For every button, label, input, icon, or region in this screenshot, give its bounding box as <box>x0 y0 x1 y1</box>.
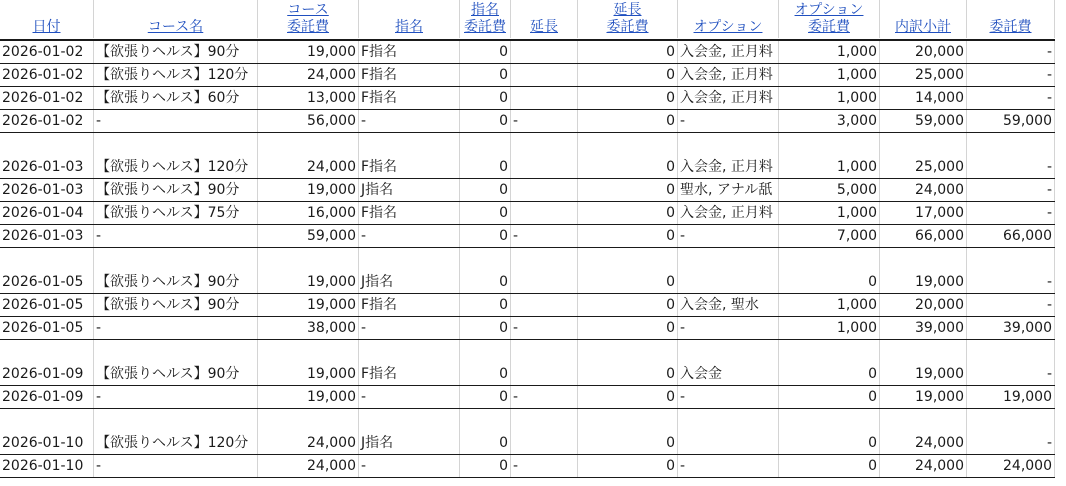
cell-commission[interactable]: - <box>967 294 1055 317</box>
cell-breakdown-subtotal[interactable] <box>880 409 967 432</box>
cell-nomination-fee[interactable]: 0 <box>460 294 511 317</box>
cell-nomination-fee[interactable]: 0 <box>460 455 511 478</box>
cell-course-fee[interactable] <box>258 133 359 156</box>
cell-course-fee[interactable]: 24,000 <box>258 432 359 455</box>
cell-commission[interactable]: 24,000 <box>967 455 1055 478</box>
cell-extension-fee[interactable]: 0 <box>578 271 678 294</box>
row-border <box>0 454 1055 455</box>
cell-extension-fee[interactable] <box>578 133 678 156</box>
cell-extension[interactable] <box>511 271 578 294</box>
cell-extension[interactable] <box>511 248 578 271</box>
cell-nomination[interactable] <box>359 340 460 363</box>
cell-course-fee[interactable] <box>258 248 359 271</box>
cell-nomination-fee[interactable] <box>460 248 511 271</box>
header-extension-fee[interactable]: 延長 委託費 <box>578 0 678 38</box>
cell-option[interactable]: - <box>678 225 779 248</box>
cell-breakdown-subtotal[interactable]: 19,000 <box>880 271 967 294</box>
cell-nomination-fee[interactable]: 0 <box>460 432 511 455</box>
cell-course-name[interactable]: - <box>94 317 258 340</box>
cell-date[interactable]: 2026-01-04 <box>0 202 94 225</box>
cell-option-fee[interactable]: 7,000 <box>779 225 880 248</box>
cell-nomination-fee[interactable]: 0 <box>460 110 511 133</box>
cell-nomination[interactable]: J指名 <box>359 271 460 294</box>
cell-breakdown-subtotal[interactable]: 20,000 <box>880 41 967 64</box>
cell-nomination-fee[interactable]: 0 <box>460 271 511 294</box>
cell-extension-fee[interactable]: 0 <box>578 432 678 455</box>
cell-option[interactable] <box>678 248 779 271</box>
cell-commission[interactable]: - <box>967 363 1055 386</box>
cell-course-name[interactable]: 【欲張りヘルス】90分 <box>94 41 258 64</box>
row-border <box>0 247 1055 248</box>
cell-course-name[interactable]: 【欲張りヘルス】60分 <box>94 87 258 110</box>
cell-date[interactable] <box>0 409 94 432</box>
cell-nomination[interactable]: F指名 <box>359 41 460 64</box>
cell-breakdown-subtotal[interactable]: 24,000 <box>880 455 967 478</box>
cell-course-name[interactable] <box>94 248 258 271</box>
cell-commission[interactable] <box>967 133 1055 156</box>
cell-option-fee[interactable]: 3,000 <box>779 110 880 133</box>
cell-breakdown-subtotal[interactable]: 20,000 <box>880 294 967 317</box>
cell-extension[interactable]: - <box>511 317 578 340</box>
cell-nomination-fee[interactable] <box>460 409 511 432</box>
cell-extension-fee[interactable]: 0 <box>578 179 678 202</box>
cell-date[interactable]: 2026-01-05 <box>0 271 94 294</box>
cell-extension-fee[interactable] <box>578 248 678 271</box>
cell-option-fee[interactable]: 1,000 <box>779 294 880 317</box>
cell-course-name[interactable] <box>94 340 258 363</box>
header-breakdown-subtotal[interactable]: 内訳小計 <box>880 0 967 38</box>
cell-option[interactable]: 入会金, 正月料 <box>678 87 779 110</box>
header-option[interactable]: オプション <box>678 0 779 38</box>
cell-nomination[interactable]: - <box>359 317 460 340</box>
cell-extension[interactable] <box>511 363 578 386</box>
cell-extension-fee[interactable]: 0 <box>578 202 678 225</box>
cell-option[interactable]: - <box>678 110 779 133</box>
cell-date[interactable]: 2026-01-09 <box>0 386 94 409</box>
cell-commission[interactable] <box>967 248 1055 271</box>
cell-course-fee[interactable]: 24,000 <box>258 64 359 87</box>
header-commission[interactable]: 委託費 <box>967 0 1055 38</box>
cell-course-fee[interactable]: 59,000 <box>258 225 359 248</box>
cell-nomination[interactable]: - <box>359 455 460 478</box>
row-border <box>0 201 1055 202</box>
cell-course-fee[interactable]: 19,000 <box>258 386 359 409</box>
cell-commission[interactable]: - <box>967 41 1055 64</box>
cell-date[interactable]: 2026-01-02 <box>0 64 94 87</box>
cell-nomination[interactable]: F指名 <box>359 363 460 386</box>
cell-nomination[interactable]: F指名 <box>359 87 460 110</box>
cell-extension-fee[interactable]: 0 <box>578 156 678 179</box>
cell-option-fee[interactable]: 1,000 <box>779 156 880 179</box>
cell-nomination[interactable]: F指名 <box>359 294 460 317</box>
cell-nomination-fee[interactable]: 0 <box>460 41 511 64</box>
cell-breakdown-subtotal[interactable]: 25,000 <box>880 64 967 87</box>
cell-extension-fee[interactable]: 0 <box>578 87 678 110</box>
cell-course-fee[interactable]: 19,000 <box>258 271 359 294</box>
cell-nomination-fee[interactable]: 0 <box>460 317 511 340</box>
cell-extension-fee[interactable]: 0 <box>578 41 678 64</box>
cell-commission[interactable]: - <box>967 156 1055 179</box>
cell-breakdown-subtotal[interactable] <box>880 133 967 156</box>
cell-breakdown-subtotal[interactable]: 19,000 <box>880 386 967 409</box>
row-border <box>0 408 1055 409</box>
cell-nomination-fee[interactable]: 0 <box>460 156 511 179</box>
cell-extension[interactable] <box>511 409 578 432</box>
cell-course-fee[interactable]: 24,000 <box>258 156 359 179</box>
cell-extension-fee[interactable]: 0 <box>578 455 678 478</box>
row-border <box>0 477 1055 478</box>
cell-date[interactable]: 2026-01-02 <box>0 87 94 110</box>
cell-breakdown-subtotal[interactable]: 19,000 <box>880 363 967 386</box>
cell-nomination-fee[interactable]: 0 <box>460 179 511 202</box>
cell-date[interactable]: 2026-01-09 <box>0 363 94 386</box>
cell-course-name[interactable] <box>94 409 258 432</box>
cell-course-name[interactable]: 【欲張りヘルス】75分 <box>94 202 258 225</box>
cell-extension-fee[interactable]: 0 <box>578 110 678 133</box>
cell-nomination[interactable]: J指名 <box>359 179 460 202</box>
cell-option[interactable]: 入会金, 正月料 <box>678 41 779 64</box>
cell-course-name[interactable]: - <box>94 225 258 248</box>
cell-nomination[interactable]: - <box>359 386 460 409</box>
cell-course-fee[interactable] <box>258 340 359 363</box>
cell-nomination-fee[interactable] <box>460 340 511 363</box>
cell-nomination[interactable] <box>359 248 460 271</box>
cell-commission[interactable]: 59,000 <box>967 110 1055 133</box>
cell-option[interactable] <box>678 340 779 363</box>
cell-course-fee[interactable]: 19,000 <box>258 363 359 386</box>
cell-date[interactable]: 2026-01-10 <box>0 432 94 455</box>
cell-course-name[interactable]: 【欲張りヘルス】120分 <box>94 156 258 179</box>
cell-option-fee[interactable]: 0 <box>779 271 880 294</box>
cell-commission[interactable]: - <box>967 179 1055 202</box>
cell-option[interactable]: 聖水, アナル舐 <box>678 179 779 202</box>
cell-extension[interactable]: - <box>511 386 578 409</box>
cell-option[interactable]: 入会金, 正月料 <box>678 64 779 87</box>
cell-option-fee[interactable] <box>779 340 880 363</box>
cell-commission[interactable]: 39,000 <box>967 317 1055 340</box>
cell-course-name[interactable]: - <box>94 386 258 409</box>
cell-commission[interactable]: - <box>967 432 1055 455</box>
cell-breakdown-subtotal[interactable]: 59,000 <box>880 110 967 133</box>
cell-breakdown-subtotal[interactable] <box>880 248 967 271</box>
cell-extension-fee[interactable]: 0 <box>578 294 678 317</box>
cell-nomination[interactable]: - <box>359 110 460 133</box>
header-extension[interactable]: 延長 <box>511 0 578 38</box>
cell-date[interactable]: 2026-01-02 <box>0 110 94 133</box>
cell-option[interactable] <box>678 432 779 455</box>
cell-date[interactable]: 2026-01-05 <box>0 317 94 340</box>
cell-option[interactable]: 入会金, 正月料 <box>678 202 779 225</box>
cell-course-fee[interactable]: 38,000 <box>258 317 359 340</box>
cell-nomination-fee[interactable]: 0 <box>460 363 511 386</box>
row-border <box>0 339 1055 340</box>
cell-option-fee[interactable]: 0 <box>779 432 880 455</box>
cell-course-fee[interactable]: 19,000 <box>258 294 359 317</box>
cell-commission[interactable] <box>967 340 1055 363</box>
cell-breakdown-subtotal[interactable]: 24,000 <box>880 432 967 455</box>
cell-commission[interactable]: - <box>967 271 1055 294</box>
cell-extension[interactable] <box>511 87 578 110</box>
cell-breakdown-subtotal[interactable]: 66,000 <box>880 225 967 248</box>
cell-breakdown-subtotal[interactable]: 17,000 <box>880 202 967 225</box>
cell-date[interactable] <box>0 248 94 271</box>
cell-option[interactable]: 入会金, 正月料 <box>678 156 779 179</box>
cell-course-name[interactable]: 【欲張りヘルス】120分 <box>94 64 258 87</box>
cell-option-fee[interactable] <box>779 409 880 432</box>
cell-course-name[interactable]: 【欲張りヘルス】90分 <box>94 179 258 202</box>
cell-date[interactable] <box>0 133 94 156</box>
cell-option-fee[interactable]: 5,000 <box>779 179 880 202</box>
cell-nomination-fee[interactable]: 0 <box>460 202 511 225</box>
cell-extension[interactable] <box>511 294 578 317</box>
cell-extension[interactable] <box>511 340 578 363</box>
cell-extension[interactable] <box>511 432 578 455</box>
cell-option-fee[interactable]: 1,000 <box>779 317 880 340</box>
cell-commission[interactable]: - <box>967 64 1055 87</box>
cell-option-fee[interactable]: 1,000 <box>779 87 880 110</box>
cell-option[interactable]: 入会金 <box>678 363 779 386</box>
cell-course-fee[interactable] <box>258 409 359 432</box>
cell-option-fee[interactable]: 0 <box>779 386 880 409</box>
cell-nomination[interactable]: J指名 <box>359 432 460 455</box>
row-border <box>0 63 1055 64</box>
cell-extension[interactable] <box>511 64 578 87</box>
cell-nomination[interactable]: - <box>359 225 460 248</box>
cell-option-fee[interactable]: 1,000 <box>779 41 880 64</box>
row-border <box>0 86 1055 87</box>
cell-option[interactable]: - <box>678 386 779 409</box>
header-option-fee[interactable]: オプション 委託費 <box>779 0 880 38</box>
cell-extension-fee[interactable] <box>578 409 678 432</box>
cell-nomination[interactable]: F指名 <box>359 156 460 179</box>
cell-nomination-fee[interactable] <box>460 133 511 156</box>
cell-option-fee[interactable] <box>779 248 880 271</box>
cell-extension-fee[interactable]: 0 <box>578 386 678 409</box>
cell-course-fee[interactable]: 24,000 <box>258 455 359 478</box>
cell-extension[interactable] <box>511 156 578 179</box>
cell-commission[interactable]: 19,000 <box>967 386 1055 409</box>
cell-extension[interactable] <box>511 202 578 225</box>
cell-date[interactable]: 2026-01-02 <box>0 41 94 64</box>
cell-nomination-fee[interactable]: 0 <box>460 64 511 87</box>
cell-option[interactable]: - <box>678 455 779 478</box>
cell-course-name[interactable]: 【欲張りヘルス】90分 <box>94 271 258 294</box>
cell-option-fee[interactable]: 1,000 <box>779 202 880 225</box>
cell-nomination-fee[interactable]: 0 <box>460 386 511 409</box>
row-border <box>0 385 1055 386</box>
cell-commission[interactable] <box>967 409 1055 432</box>
header-nomination[interactable]: 指名 <box>359 0 460 38</box>
cell-course-fee[interactable]: 19,000 <box>258 41 359 64</box>
cell-option[interactable]: 入会金, 聖水 <box>678 294 779 317</box>
row-border <box>0 224 1055 225</box>
cell-option-fee[interactable]: 0 <box>779 363 880 386</box>
cell-commission[interactable]: - <box>967 87 1055 110</box>
header-date[interactable]: 日付 <box>0 0 94 38</box>
cell-date[interactable] <box>0 340 94 363</box>
row-border <box>0 293 1055 294</box>
cell-option[interactable] <box>678 133 779 156</box>
cell-course-name[interactable]: 【欲張りヘルス】90分 <box>94 363 258 386</box>
cell-extension[interactable]: - <box>511 455 578 478</box>
cell-breakdown-subtotal[interactable] <box>880 340 967 363</box>
cell-option-fee[interactable]: 1,000 <box>779 64 880 87</box>
cell-date[interactable]: 2026-01-03 <box>0 179 94 202</box>
cell-extension-fee[interactable]: 0 <box>578 64 678 87</box>
cell-breakdown-subtotal[interactable]: 39,000 <box>880 317 967 340</box>
cell-date[interactable]: 2026-01-05 <box>0 294 94 317</box>
cell-course-name[interactable]: 【欲張りヘルス】90分 <box>94 294 258 317</box>
cell-extension-fee[interactable]: 0 <box>578 363 678 386</box>
cell-nomination-fee[interactable]: 0 <box>460 87 511 110</box>
cell-extension-fee[interactable]: 0 <box>578 317 678 340</box>
cell-option-fee[interactable] <box>779 133 880 156</box>
cell-nomination[interactable]: F指名 <box>359 64 460 87</box>
row-border <box>0 132 1055 133</box>
cell-course-name[interactable]: 【欲張りヘルス】120分 <box>94 432 258 455</box>
row-border <box>0 109 1055 110</box>
cell-nomination-fee[interactable]: 0 <box>460 225 511 248</box>
cell-extension[interactable] <box>511 133 578 156</box>
cell-option[interactable] <box>678 409 779 432</box>
cell-date[interactable]: 2026-01-10 <box>0 455 94 478</box>
cell-breakdown-subtotal[interactable]: 25,000 <box>880 156 967 179</box>
header-course-fee[interactable]: コース 委託費 <box>258 0 359 38</box>
cell-commission[interactable]: - <box>967 202 1055 225</box>
cell-commission[interactable]: 66,000 <box>967 225 1055 248</box>
cell-extension[interactable] <box>511 179 578 202</box>
cell-extension-fee[interactable]: 0 <box>578 225 678 248</box>
cell-option-fee[interactable]: 0 <box>779 455 880 478</box>
cell-course-fee[interactable]: 16,000 <box>258 202 359 225</box>
cell-date[interactable]: 2026-01-03 <box>0 225 94 248</box>
cell-extension[interactable]: - <box>511 110 578 133</box>
row-border <box>0 178 1055 179</box>
cell-course-fee[interactable]: 19,000 <box>258 179 359 202</box>
cell-extension[interactable] <box>511 41 578 64</box>
cell-option[interactable] <box>678 271 779 294</box>
cell-course-name[interactable]: - <box>94 110 258 133</box>
row-border <box>0 316 1055 317</box>
cell-extension[interactable]: - <box>511 225 578 248</box>
cell-nomination[interactable] <box>359 133 460 156</box>
cell-course-fee[interactable]: 56,000 <box>258 110 359 133</box>
cell-course-name[interactable]: - <box>94 455 258 478</box>
cell-breakdown-subtotal[interactable]: 24,000 <box>880 179 967 202</box>
cell-course-name[interactable] <box>94 133 258 156</box>
cell-extension-fee[interactable] <box>578 340 678 363</box>
cell-option[interactable]: - <box>678 317 779 340</box>
cell-breakdown-subtotal[interactable]: 14,000 <box>880 87 967 110</box>
cell-course-fee[interactable]: 13,000 <box>258 87 359 110</box>
header-course-name[interactable]: コース名 <box>94 0 258 38</box>
header-nomination-fee[interactable]: 指名 委託費 <box>460 0 511 38</box>
cell-nomination[interactable]: F指名 <box>359 202 460 225</box>
cell-date[interactable]: 2026-01-03 <box>0 156 94 179</box>
cell-nomination[interactable] <box>359 409 460 432</box>
